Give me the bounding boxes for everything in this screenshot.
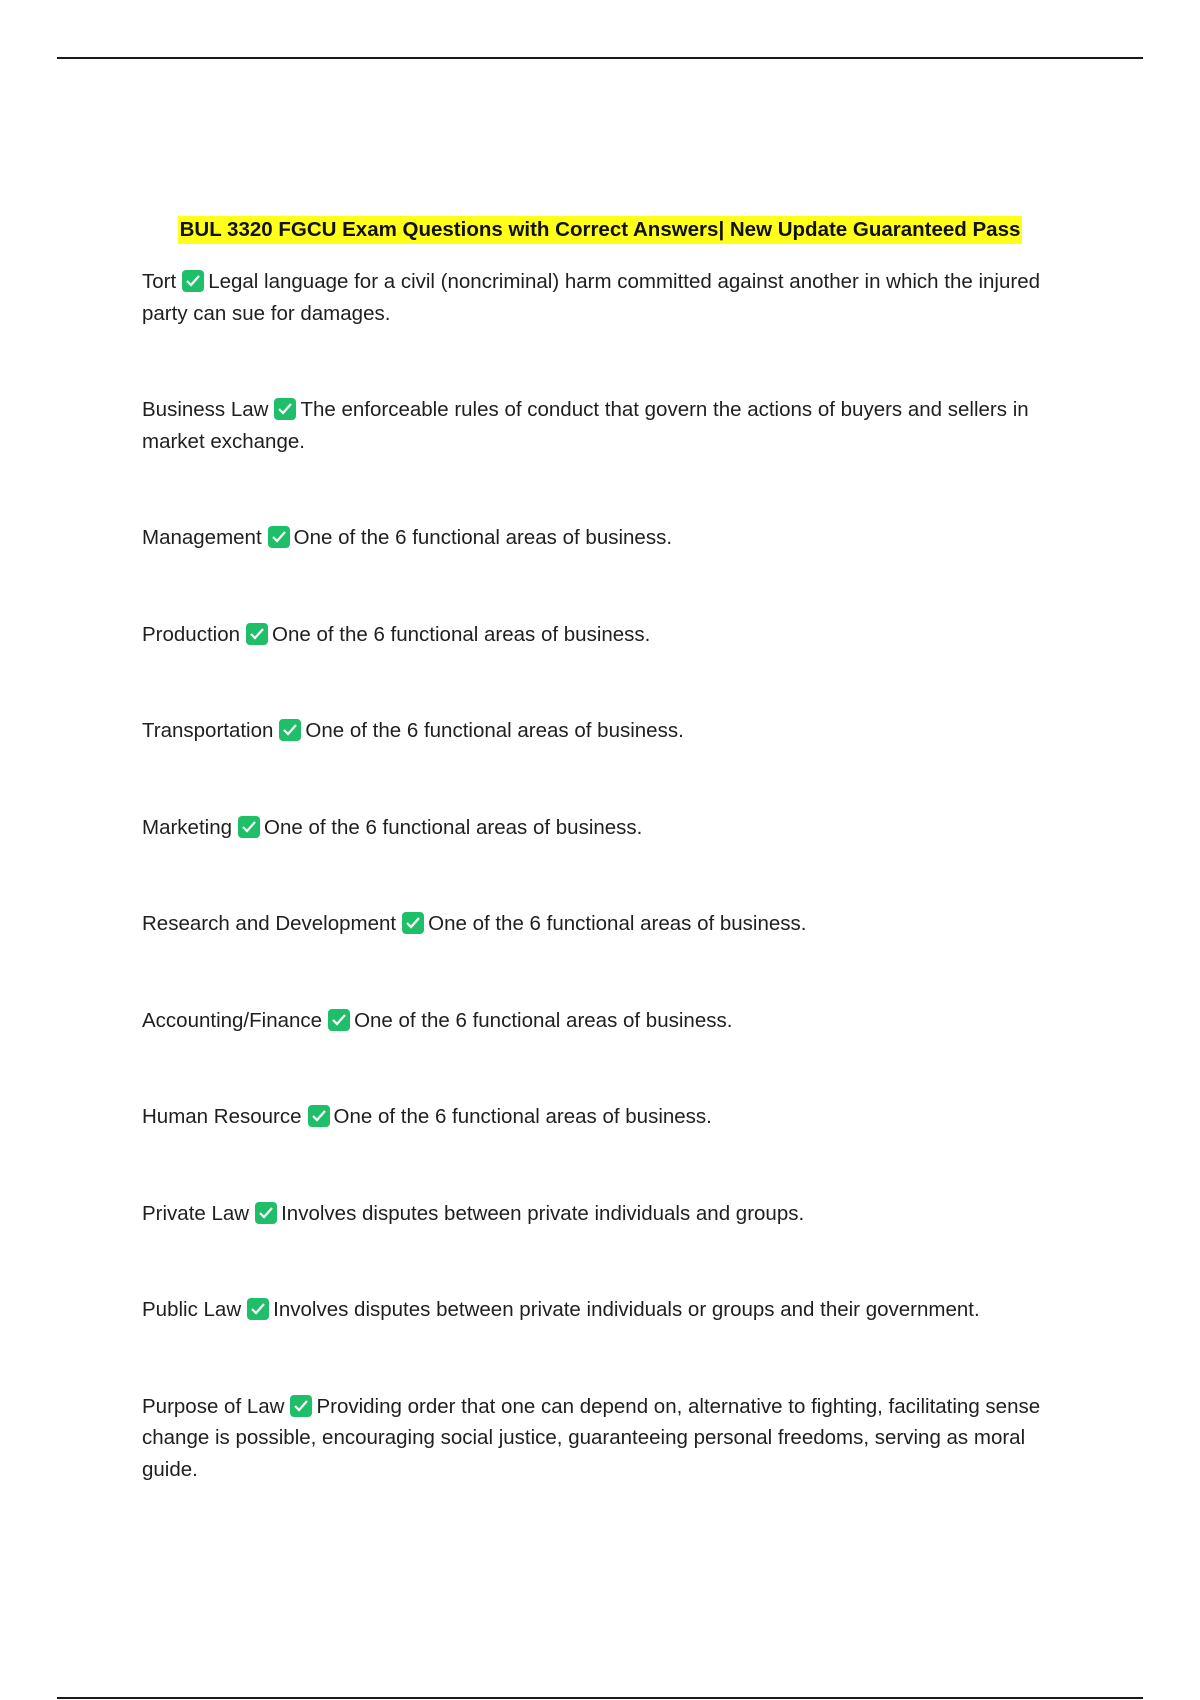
qa-entry bbox=[142, 266, 1067, 329]
entry-term: Tort bbox=[142, 270, 177, 293]
check-box-icon bbox=[290, 1395, 312, 1417]
entry-definition: Providing order that one can depend on, alternative to fighting, facilitating sense change is possible, encouraging social justice, guaranteeing personal freedoms, serving as moral guide. bbox=[142, 1394, 1041, 1481]
document-title: BUL 3320 FGCU Exam Questions with Correct Answers| New Update Guaranteed Pass bbox=[178, 216, 1023, 244]
qa-entry bbox=[142, 619, 1067, 651]
entry-definition: One of the 6 functional areas of business. bbox=[264, 815, 643, 839]
qa-entry bbox=[142, 1391, 1067, 1486]
entry-definition: One of the 6 functional areas of business. bbox=[354, 1008, 733, 1032]
entry-definition: One of the 6 functional areas of business. bbox=[333, 1105, 712, 1128]
entry-definition: One of the 6 functional areas of business. bbox=[272, 622, 651, 646]
entry-definition: One of the 6 functional areas of business. bbox=[305, 719, 684, 742]
qa-entry bbox=[142, 1101, 1067, 1133]
entry-term: Purpose of Law bbox=[142, 1394, 285, 1418]
check-box-icon bbox=[328, 1009, 350, 1031]
title-container bbox=[0, 216, 1200, 244]
entry-definition: One of the 6 functional areas of business. bbox=[428, 912, 807, 935]
qa-entry bbox=[142, 394, 1067, 457]
check-box-icon bbox=[274, 398, 296, 420]
entry-definition: One of the 6 functional areas of business. bbox=[293, 526, 673, 549]
qa-entry bbox=[142, 1294, 1067, 1326]
qa-entry bbox=[142, 908, 1067, 940]
entry-term: Business Law bbox=[142, 398, 269, 421]
entry-definition: Legal language for a civil (noncriminal) harm committed against another in which the injured party can sue for damages. bbox=[142, 270, 1041, 325]
check-box-icon bbox=[247, 1298, 269, 1320]
check-box-icon bbox=[279, 719, 301, 741]
entry-definition: Involves disputes between private individuals and groups. bbox=[281, 1201, 805, 1225]
entry-term: Marketing bbox=[142, 815, 233, 839]
check-box-icon bbox=[255, 1202, 277, 1224]
check-box-icon bbox=[182, 270, 204, 292]
qa-entry bbox=[142, 812, 1067, 844]
entry-term: Public Law bbox=[142, 1298, 242, 1321]
qa-entry bbox=[142, 715, 1067, 747]
entry-term: Management bbox=[142, 526, 262, 549]
entry-definition: The enforceable rules of conduct that govern the actions of buyers and sellers in market exchange. bbox=[142, 398, 1029, 453]
check-box-icon bbox=[402, 912, 424, 934]
check-box-icon bbox=[246, 623, 268, 645]
qa-list bbox=[142, 266, 1067, 1485]
check-box-icon bbox=[238, 816, 260, 838]
bottom-rule bbox=[57, 1697, 1143, 1699]
entry-term: Transportation bbox=[142, 719, 274, 742]
entry-term: Private Law bbox=[142, 1201, 250, 1225]
qa-entry bbox=[142, 1198, 1067, 1230]
entry-term: Accounting/Finance bbox=[142, 1008, 323, 1032]
top-rule bbox=[57, 57, 1143, 59]
entry-term: Research and Development bbox=[142, 912, 397, 935]
qa-entry bbox=[142, 522, 1067, 554]
check-box-icon bbox=[308, 1105, 330, 1127]
entry-term: Human Resource bbox=[142, 1105, 302, 1128]
entry-definition: Involves disputes between private individuals or groups and their government. bbox=[273, 1298, 980, 1321]
entry-term: Production bbox=[142, 622, 241, 646]
qa-entry bbox=[142, 1005, 1067, 1037]
check-box-icon bbox=[268, 526, 290, 548]
